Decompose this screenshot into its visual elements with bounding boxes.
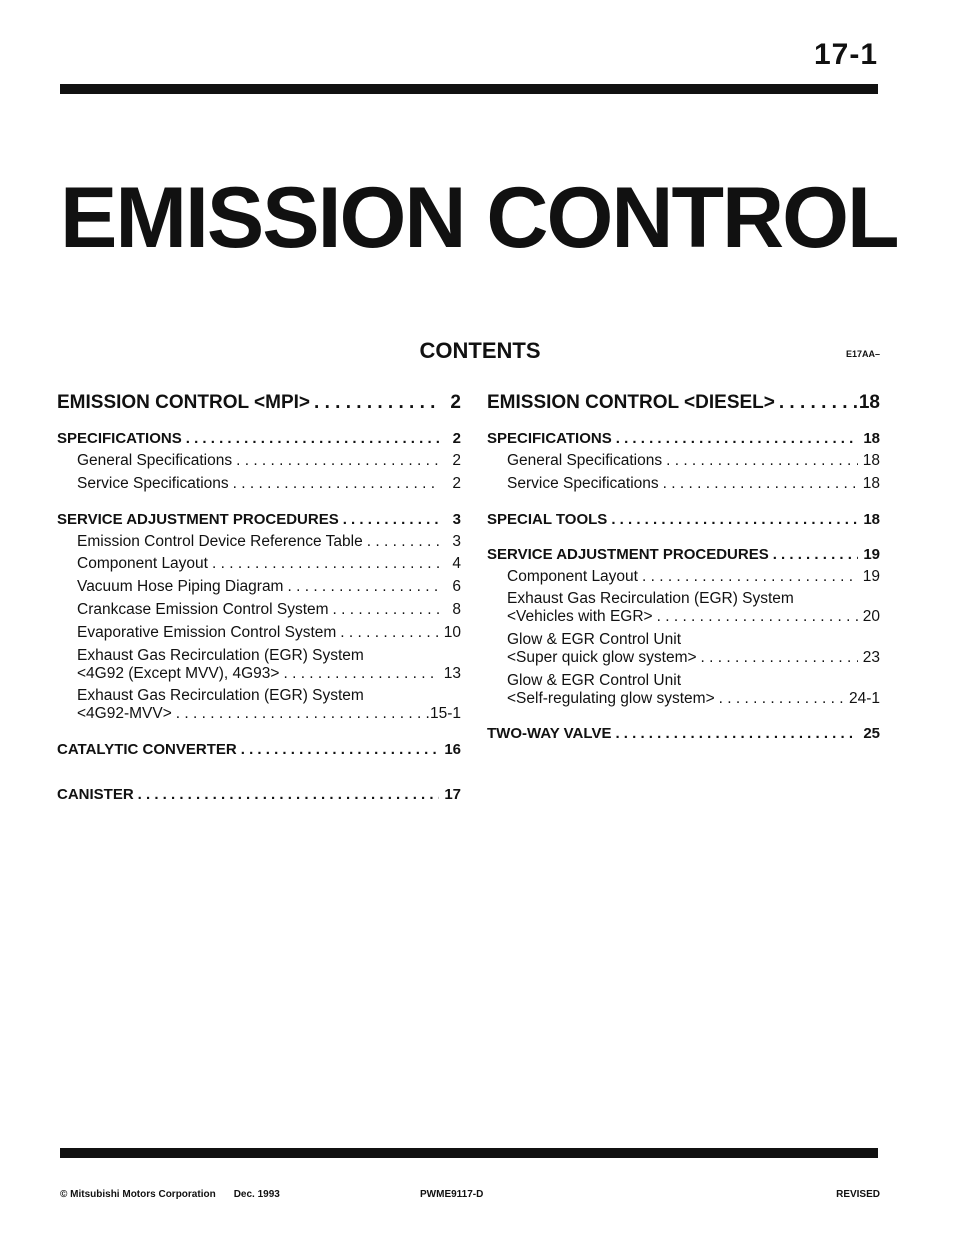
toc-page: 8 — [452, 601, 461, 619]
leader-dots — [775, 392, 858, 414]
toc-page: 2 — [452, 474, 461, 492]
toc-label: CANISTER — [57, 785, 134, 803]
toc-item[interactable] — [57, 555, 461, 573]
toc-label: General Specifications — [77, 452, 233, 469]
toc-item-multiline[interactable] — [487, 672, 880, 708]
toc-item[interactable] — [57, 578, 461, 596]
toc-page: 4 — [452, 555, 461, 573]
leader-dots — [697, 649, 858, 667]
toc-label-line2: <4G92 (Except MVV), 4G93> — [77, 664, 280, 682]
toc-section-canister[interactable] — [57, 786, 461, 803]
toc-label-line2: <Self-regulating glow system> — [507, 689, 715, 707]
toc-page: 23 — [862, 648, 880, 666]
contents-right-column — [487, 392, 880, 747]
toc-label: Component Layout — [507, 567, 638, 585]
footer-status: REVISED — [836, 1189, 880, 1200]
toc-label: TWO-WAY VALVE — [487, 725, 612, 743]
toc-item-line2 — [507, 608, 880, 626]
toc-section-two-way-valve[interactable] — [487, 725, 880, 742]
toc-item-line2 — [507, 649, 880, 667]
leader-dots — [336, 624, 439, 642]
toc-page: 19 — [863, 545, 880, 563]
toc-page: 13 — [443, 664, 461, 682]
toc-page: 20 — [862, 608, 880, 626]
leader-dots — [208, 555, 439, 573]
toc-item[interactable] — [487, 452, 880, 470]
toc-item[interactable] — [57, 533, 461, 551]
contents-left-column — [57, 392, 461, 808]
toc-item[interactable] — [487, 568, 880, 586]
toc-label: EMISSION CONTROL <MPI> — [57, 392, 311, 413]
toc-label-line2: <Super quick glow system> — [507, 648, 697, 666]
toc-label: Emission Control Device Reference Table — [77, 532, 363, 550]
leader-dots — [232, 452, 439, 470]
toc-label: Component Layout — [77, 555, 208, 573]
leader-dots — [172, 705, 430, 723]
toc-label-line1: Exhaust Gas Recirculation (EGR) System — [507, 590, 794, 608]
leader-dots — [283, 578, 439, 596]
toc-item[interactable] — [57, 601, 461, 619]
leader-dots — [237, 741, 439, 758]
toc-item-line2 — [77, 665, 461, 683]
toc-item-multiline[interactable] — [487, 631, 880, 667]
reference-code: E17AA– — [845, 349, 880, 359]
leader-dots — [363, 533, 439, 551]
toc-label-line1: Exhaust Gas Recirculation (EGR) System — [77, 687, 364, 705]
toc-section-specifications[interactable] — [487, 430, 880, 447]
toc-label-line1: Glow & EGR Control Unit — [507, 631, 681, 649]
toc-item-line2 — [507, 690, 880, 708]
leader-dots — [329, 601, 439, 619]
leader-dots — [662, 452, 858, 470]
toc-page: 2 — [452, 452, 461, 469]
toc-label: SERVICE ADJUSTMENT PROCEDURES — [487, 545, 769, 563]
toc-item-multiline[interactable] — [487, 590, 880, 626]
toc-page: 3 — [452, 532, 461, 550]
toc-page: 18 — [862, 474, 880, 492]
toc-chapter-mpi[interactable] — [57, 392, 461, 414]
footer-doc-code: PWME9117-D — [420, 1189, 484, 1200]
toc-page: 25 — [863, 725, 880, 743]
toc-label-line2: <Vehicles with EGR> — [507, 608, 653, 626]
toc-chapter-diesel[interactable] — [487, 392, 880, 414]
leader-dots — [769, 546, 858, 563]
toc-page: 16 — [444, 740, 461, 758]
toc-item[interactable] — [487, 475, 880, 493]
toc-item-multiline[interactable] — [57, 687, 461, 723]
toc-label: Crankcase Emission Control System — [77, 601, 329, 619]
leader-dots — [339, 511, 439, 528]
toc-page: 17 — [444, 785, 461, 803]
leader-dots — [310, 392, 439, 414]
toc-label: SPECIFICATIONS — [487, 430, 612, 447]
toc-page: 18 — [863, 430, 880, 447]
toc-label: SPECIFICATIONS — [57, 430, 182, 447]
toc-page: 2 — [450, 392, 461, 413]
toc-section-specifications[interactable] — [57, 430, 461, 447]
leader-dots — [134, 786, 439, 803]
toc-page: 18 — [862, 452, 880, 469]
toc-section-special-tools[interactable] — [487, 511, 880, 528]
leader-dots — [182, 430, 439, 447]
page-number: 17-1 — [813, 38, 878, 71]
toc-page: 18 — [858, 392, 880, 413]
footer-copyright — [60, 1190, 280, 1200]
leader-dots — [638, 568, 858, 586]
leader-dots — [611, 725, 858, 742]
toc-label-line1: Glow & EGR Control Unit — [507, 671, 681, 689]
toc-label: General Specifications — [507, 452, 663, 469]
toc-page: 6 — [452, 578, 461, 596]
bottom-rule — [60, 1148, 878, 1158]
copyright-text: © Mitsubishi Motors Corporation — [60, 1189, 216, 1200]
leader-dots — [612, 430, 858, 447]
toc-item-line2 — [77, 705, 461, 723]
toc-label: SPECIAL TOOLS — [487, 510, 608, 528]
toc-page: 10 — [443, 623, 461, 641]
toc-item[interactable] — [57, 624, 461, 642]
toc-item[interactable] — [57, 452, 461, 470]
leader-dots — [653, 608, 858, 626]
top-rule — [60, 84, 878, 94]
toc-page: 19 — [862, 567, 880, 585]
leader-dots — [715, 690, 849, 708]
toc-label: SERVICE ADJUSTMENT PROCEDURES — [57, 510, 339, 528]
toc-section-catalytic-converter[interactable] — [57, 741, 461, 758]
leader-dots — [279, 665, 439, 683]
toc-label: Service Specifications — [507, 474, 659, 492]
toc-section-service-adjustment[interactable] — [57, 511, 461, 528]
toc-item-multiline[interactable] — [57, 647, 461, 683]
toc-label-line2: <4G92-MVV> — [77, 705, 172, 723]
toc-label-line1: Exhaust Gas Recirculation (EGR) System — [77, 646, 364, 664]
toc-page: 15-1 — [429, 705, 461, 723]
leader-dots — [659, 475, 858, 493]
toc-page: 2 — [452, 430, 461, 447]
toc-label: EMISSION CONTROL <DIESEL> — [487, 392, 775, 413]
toc-label: CATALYTIC CONVERTER — [57, 740, 237, 758]
toc-item[interactable] — [57, 475, 461, 493]
toc-page: 24-1 — [848, 689, 880, 707]
leader-dots — [229, 475, 439, 493]
toc-label: Vacuum Hose Piping Diagram — [77, 578, 284, 596]
page-title: EMISSION CONTROL — [60, 170, 898, 266]
toc-section-service-adjustment[interactable] — [487, 546, 880, 563]
leader-dots — [607, 511, 858, 528]
toc-label: Evaporative Emission Control System — [77, 623, 337, 641]
toc-page: 18 — [863, 510, 880, 528]
toc-label: Service Specifications — [77, 474, 229, 492]
publication-date: Dec. 1993 — [233, 1189, 280, 1200]
contents-heading: CONTENTS — [419, 338, 541, 363]
toc-page: 3 — [452, 510, 461, 528]
